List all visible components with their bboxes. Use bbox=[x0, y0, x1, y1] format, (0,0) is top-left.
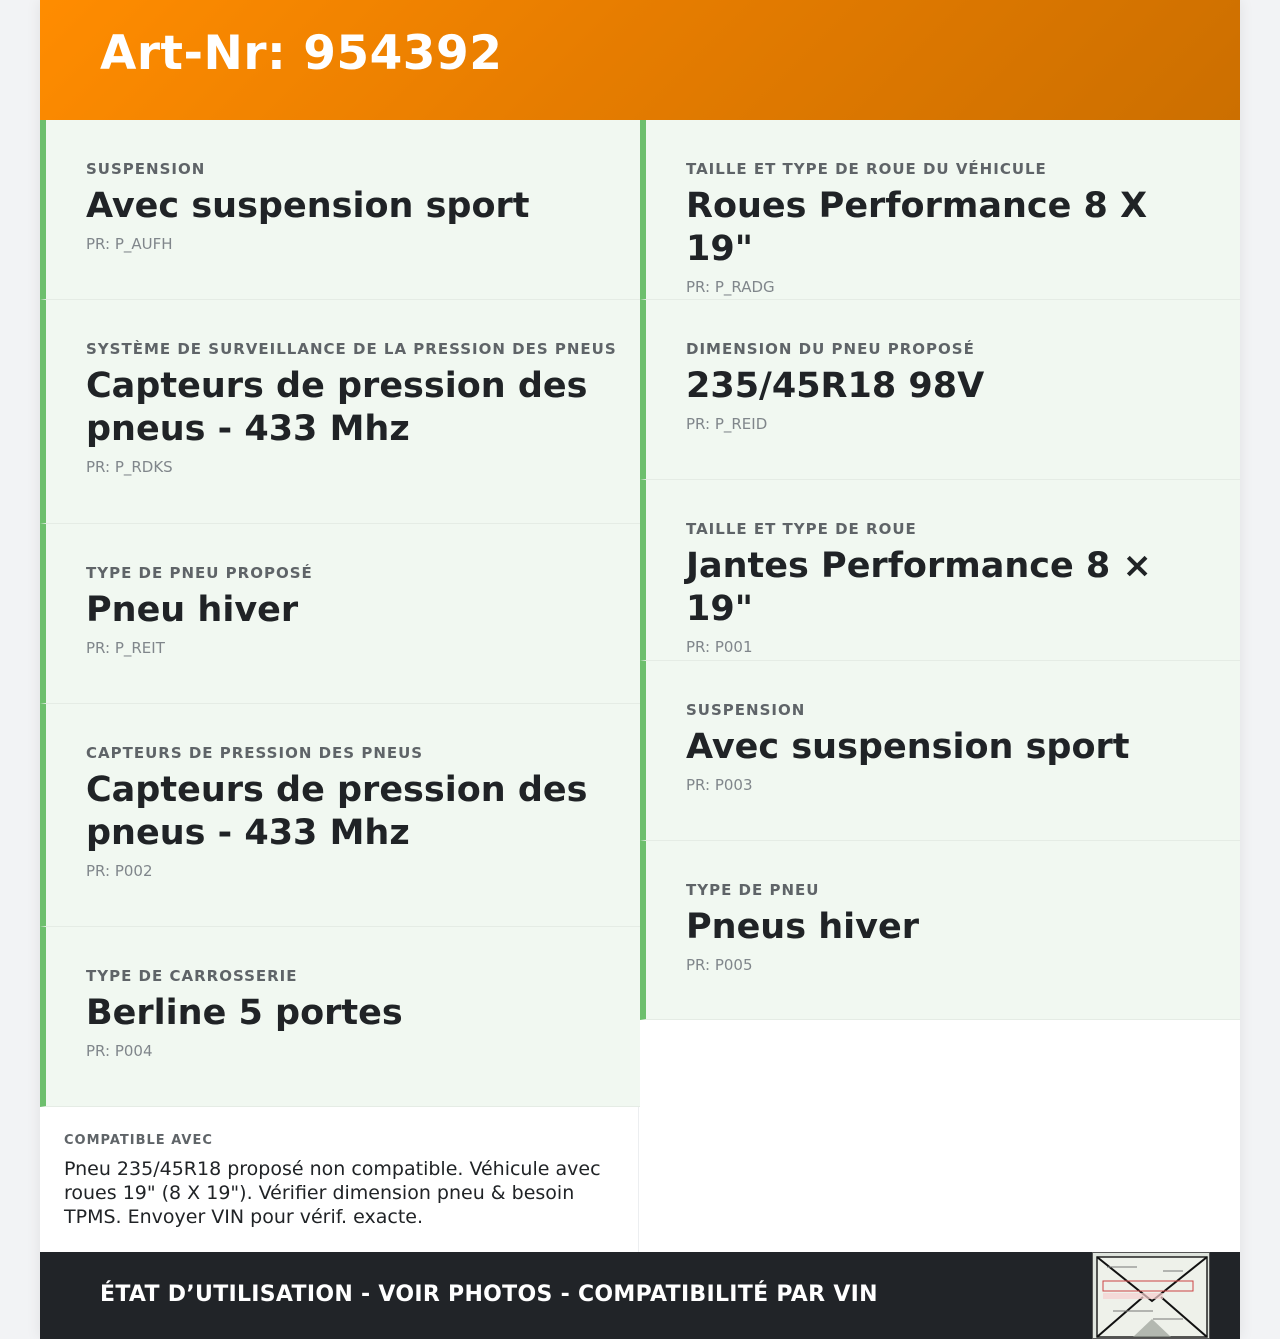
footer-bar bbox=[40, 1252, 1240, 1339]
product-sheet bbox=[40, 0, 1240, 1339]
spec-card-suspension bbox=[40, 120, 640, 300]
header-banner bbox=[40, 0, 1240, 120]
spec-pr-code: PR: P002 bbox=[86, 862, 153, 880]
left-column bbox=[40, 120, 640, 1107]
spec-card-tire-type-2 bbox=[640, 841, 1240, 1020]
spec-card-vehicle-wheels bbox=[640, 120, 1240, 300]
spec-pr-code: PR: P_AUFH bbox=[86, 235, 173, 253]
spec-card-body-type bbox=[40, 927, 640, 1107]
spec-label: TYPE DE PNEU PROPOSÉ bbox=[86, 564, 313, 582]
spec-card-tire-sensors bbox=[40, 704, 640, 927]
spec-value: Berline 5 portes bbox=[86, 993, 403, 1033]
spec-pr-code: PR: P001 bbox=[686, 638, 753, 656]
spec-pr-code: PR: P005 bbox=[686, 956, 753, 974]
spec-pr-code: PR: P_REID bbox=[686, 415, 768, 433]
spec-value: 235/45R18 98V bbox=[686, 366, 985, 406]
spec-pr-code: PR: P004 bbox=[86, 1042, 153, 1060]
spec-label: TAILLE ET TYPE DE ROUE DU VÉHICULE bbox=[686, 160, 1047, 178]
spec-card-suspension-2 bbox=[640, 661, 1240, 841]
compatibility-label: COMPATIBLE AVEC bbox=[64, 1133, 213, 1148]
spec-pr-code: PR: P_RDKS bbox=[86, 458, 173, 476]
spec-label: DIMENSION DU PNEU PROPOSÉ bbox=[686, 340, 975, 358]
footer-text: ÉTAT D’UTILISATION - VOIR PHOTOS - COMPATIBILITÉ PAR VIN bbox=[100, 1282, 878, 1307]
right-column bbox=[640, 120, 1240, 1020]
spec-value: Jantes Performance 8 × 19" bbox=[686, 546, 1152, 629]
spec-pr-code: PR: P_REIT bbox=[86, 639, 165, 657]
spec-label: TAILLE ET TYPE DE ROUE bbox=[686, 520, 917, 538]
spec-pr-code: PR: P003 bbox=[686, 776, 753, 794]
spec-label: SUSPENSION bbox=[86, 160, 206, 178]
spec-value: Avec suspension sport bbox=[86, 186, 530, 226]
spec-value: Pneus hiver bbox=[686, 907, 919, 947]
article-number-title: Art-Nr: 954392 bbox=[100, 26, 503, 81]
spec-value: Roues Performance 8 X 19" bbox=[686, 186, 1148, 269]
spec-card-tpms-system bbox=[40, 300, 640, 524]
spec-label: CAPTEURS DE PRESSION DES PNEUS bbox=[86, 744, 424, 762]
spec-card-tire-type bbox=[40, 524, 640, 704]
spec-value: Avec suspension sport bbox=[686, 727, 1130, 767]
spec-label: SUSPENSION bbox=[686, 701, 806, 719]
compatibility-text: Pneu 235/45R18 proposé non compatible. Véhicule avec roues 19" (8 X 19"). Vérifier dimension pneu & besoin TPMS. Envoyer VIN pour vérif. exacte. bbox=[64, 1158, 601, 1228]
spec-label: TYPE DE CARROSSERIE bbox=[86, 967, 298, 985]
spec-value: Pneu hiver bbox=[86, 590, 299, 630]
spec-value: Capteurs de pression des pneus - 433 Mhz bbox=[86, 770, 588, 853]
spec-card-rims bbox=[640, 480, 1240, 661]
spec-label: SYSTÈME DE SURVEILLANCE DE LA PRESSION DES PNEUS bbox=[86, 340, 617, 358]
spec-card-tire-dimension bbox=[640, 300, 1240, 480]
spec-pr-code: PR: P_RADG bbox=[686, 278, 775, 296]
spec-value: Capteurs de pression des pneus - 433 Mhz bbox=[86, 366, 588, 449]
compatibility-note bbox=[40, 1107, 639, 1252]
spec-label: TYPE DE PNEU bbox=[686, 881, 820, 899]
envelope-label-photo-icon[interactable] bbox=[1092, 1252, 1210, 1339]
